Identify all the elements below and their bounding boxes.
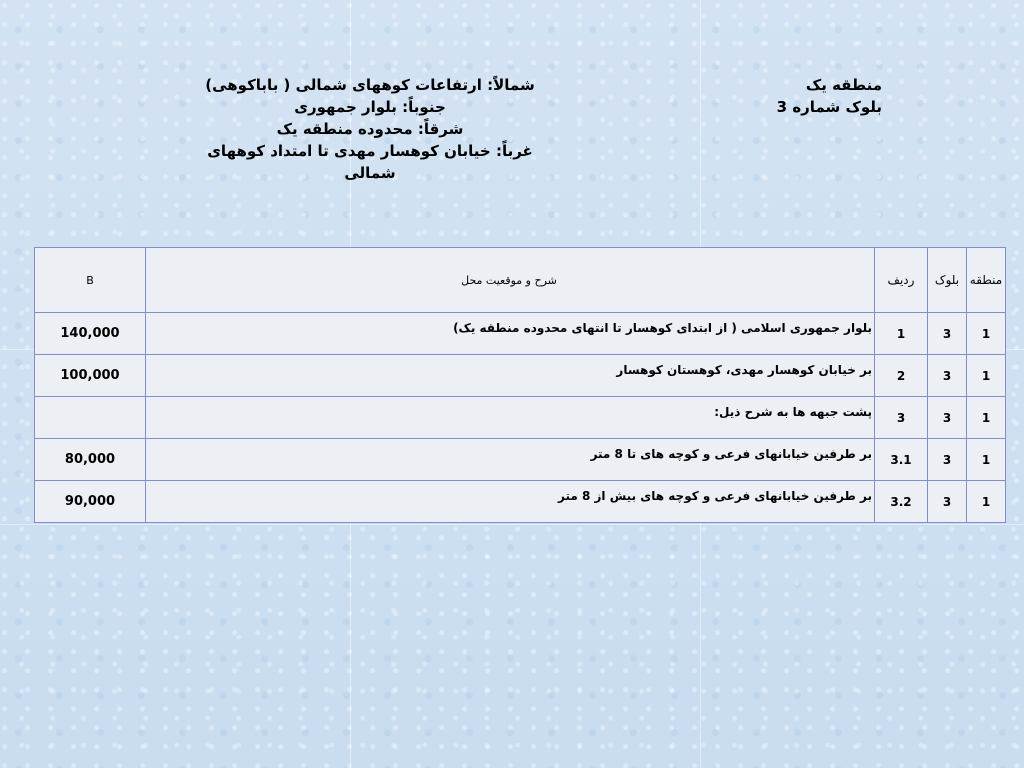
header-description: شرح و موقعیت محل: [146, 248, 875, 313]
cell-row-number: 2: [875, 355, 928, 397]
price-table: [34, 247, 1006, 523]
cell-block: 3: [928, 439, 967, 481]
cell-b-value: 80,000: [35, 439, 146, 481]
background-seam: [0, 524, 1024, 525]
table-row: [35, 313, 1006, 355]
cell-block: 3: [928, 397, 967, 439]
cell-b-value: 100,000: [35, 355, 146, 397]
cell-row-number: 3: [875, 397, 928, 439]
cell-region: 1: [967, 355, 1006, 397]
cell-region: 1: [967, 439, 1006, 481]
cell-row-number: 1: [875, 313, 928, 355]
east-boundary: شرقاً: محدوده منطقه یک: [276, 120, 464, 138]
west-boundary: غرباً: خیابان کوهسار مهدی تا امتداد کوههای شمالی: [207, 142, 533, 182]
boundaries-description: [190, 74, 550, 184]
cell-b-value: [35, 397, 146, 439]
cell-region: 1: [967, 397, 1006, 439]
south-boundary: جنوباً: بلوار جمهوری: [294, 98, 446, 116]
cell-description: پشت جبهه ها به شرح ذیل:: [146, 397, 875, 439]
header-region: منطقه: [967, 248, 1006, 313]
cell-block: 3: [928, 481, 967, 523]
cell-row-number: 3.1: [875, 439, 928, 481]
price-table-grid: [34, 247, 1006, 523]
north-boundary: شمالاً: ارتفاعات کوههای شمالی ( باباکوهی): [205, 76, 535, 94]
cell-description: بلوار جمهوری اسلامی ( از ابتدای کوهسار تا انتهای محدوده منطقه یک): [146, 313, 875, 355]
header-block: بلوک: [928, 248, 967, 313]
cell-description: بر خیابان کوهسار مهدی، کوهستان کوهسار: [146, 355, 875, 397]
cell-block: 3: [928, 313, 967, 355]
table-row: [35, 439, 1006, 481]
cell-b-value: 90,000: [35, 481, 146, 523]
cell-description: بر طرفین خیابانهای فرعی و کوچه های بیش از 8 متر: [146, 481, 875, 523]
header-b: B: [35, 248, 146, 313]
cell-row-number: 3.2: [875, 481, 928, 523]
cell-description: بر طرفین خیابانهای فرعی و کوچه های تا 8 متر: [146, 439, 875, 481]
region-title: منطقه یک: [805, 76, 882, 94]
block-title: بلوک شماره 3: [776, 98, 882, 116]
table-row: [35, 481, 1006, 523]
table-row: [35, 355, 1006, 397]
table-row: [35, 397, 1006, 439]
region-block-heading: [777, 74, 882, 118]
header-row-number: ردیف: [875, 248, 928, 313]
cell-b-value: 140,000: [35, 313, 146, 355]
cell-block: 3: [928, 355, 967, 397]
table-header-row: [35, 248, 1006, 313]
cell-region: 1: [967, 313, 1006, 355]
cell-region: 1: [967, 481, 1006, 523]
